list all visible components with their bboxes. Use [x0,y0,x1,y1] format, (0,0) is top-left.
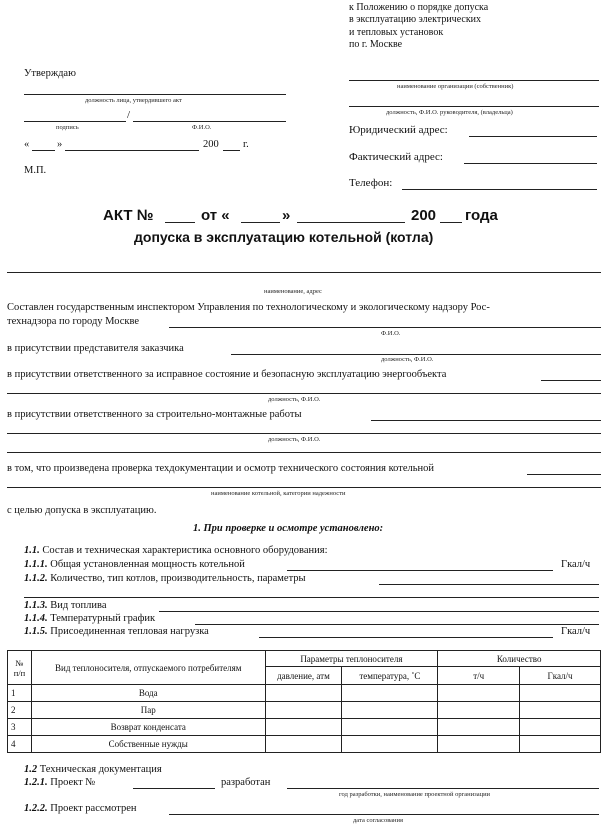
responsible-construction-label: в присутствии ответственного за строительно-монтажные работы [7,409,302,420]
cell-th[interactable] [438,685,520,702]
item-1-1-4-num: 1.1.4. [24,613,48,624]
responsible-energy-line[interactable] [541,380,601,381]
approve-slash: / [127,109,131,121]
inspector-line[interactable] [169,327,601,328]
header-note-line: в эксплуатацию электрических [349,14,482,25]
composed-text-1: Составлен государственным инспектором Управления по технологическому и экологическому надзору Рос- [7,302,490,313]
col-params-header: Параметры теплоносителя [265,651,438,667]
item-1-2-text: Техническая документация [39,764,162,775]
item-1-1-4-text: Температурный график [50,613,156,624]
responsible-energy-label: в присутствии ответственного за исправное состояние и безопасную эксплуатацию энергообъекта [7,369,447,380]
item-1-1-1-num: 1.1.1. [24,559,48,570]
inspector-caption: Ф.И.О. [381,330,401,337]
boiler-name-line[interactable] [7,487,601,488]
responsible-construction-line-2[interactable] [7,433,601,434]
capacity-unit: Гкал/ч [561,559,591,570]
row-no: 2 [8,702,32,719]
capacity-line[interactable] [287,570,553,571]
item-1-1-1 [24,559,245,570]
cell-pressure[interactable] [265,736,342,753]
approve-fio-caption: Ф.И.О. [192,124,212,131]
col-qty-header: Количество [438,651,601,667]
col-th-header: т/ч [438,667,520,685]
legal-address-label: Юридический адрес: [349,124,448,136]
act-subtitle: допуска в эксплуатацию котельной (котла) [134,229,434,245]
item-1-2-2 [24,803,137,814]
name-address-caption: наименование, адрес [264,288,322,295]
fuel-line[interactable] [159,611,599,612]
item-1-2-1-text: Проект № [50,777,96,788]
project-developer-line[interactable] [287,788,599,789]
item-1-1-5-num: 1.1.5. [24,626,48,637]
cell-pressure[interactable] [265,685,342,702]
header-note-line: к Положению о порядке допуска [349,2,489,13]
project-developer-caption: год разработки, наименование проектной организации [339,791,491,798]
cell-pressure[interactable] [265,719,342,736]
cell-th[interactable] [438,719,520,736]
item-1-1-5 [24,626,209,637]
project-developed-label: разработан [221,777,271,788]
actual-address-label: Фактический адрес: [349,151,443,163]
approve-month-line[interactable] [65,150,199,151]
item-1-1-1-text: Общая установленная мощность котельной [50,559,245,570]
table-row [8,702,601,719]
heat-load-line[interactable] [259,637,553,638]
act-month-line[interactable] [297,222,405,223]
row-no: 3 [8,719,32,736]
act-title-from: от « [201,207,230,224]
boilers-line[interactable] [379,584,599,585]
section1-heading: 1. При проверке и осмотре установлено: [193,523,384,534]
act-day-line[interactable] [241,222,280,223]
cell-gcal[interactable] [520,719,601,736]
approve-year: 200 [203,139,219,150]
item-1-1-4 [24,613,155,624]
org-head-caption: должность, Ф.И.О. руководителя, (владельца) [386,109,513,116]
coolant-table [7,650,601,753]
act-title-number: АКТ № [103,207,154,224]
act-title-close-quote: » [282,207,291,224]
approve-year-suffix: г. [243,139,249,150]
header-note-line: и тепловых установок [349,27,444,38]
cell-temp[interactable] [342,736,438,753]
item-1-1-text: Состав и техническая характеристика основного оборудования: [42,545,328,556]
item-1-1-2 [24,573,306,584]
cell-gcal[interactable] [520,702,601,719]
row-no: 1 [8,685,32,702]
org-head-line[interactable] [349,106,599,107]
approve-year-line[interactable] [223,150,240,151]
row-name: Пар [31,702,265,719]
project-reviewed-line[interactable] [169,814,599,815]
name-address-line[interactable] [7,272,601,273]
table-row [8,736,601,753]
approve-position-caption: должность лица, утвердившего акт [85,97,182,104]
act-title-year: 200 [411,207,437,224]
cell-th[interactable] [438,736,520,753]
cell-temp[interactable] [342,719,438,736]
act-number-line[interactable] [165,222,195,223]
phone-line[interactable] [402,189,597,190]
approve-date-open: « [24,139,30,150]
item-1-2-num: 1.2 [24,764,38,775]
blank-line[interactable] [7,452,601,453]
cell-temp[interactable] [342,702,438,719]
col-temp-header: температура, ˚С [342,667,438,685]
item-1-1-2-text: Количество, тип котлов, производительность, параметры [50,573,306,584]
row-no: 4 [8,736,32,753]
header-note-line: по г. Москве [349,39,403,50]
composed-text-2: технадзора по городу Москве [7,316,140,327]
col-gcal-header: Гкал/ч [520,667,601,685]
customer-rep-line[interactable] [231,354,601,355]
org-name-line[interactable] [349,80,599,81]
act-year-line[interactable] [440,222,462,223]
boilers-line-2[interactable] [24,597,599,598]
approve-stamp: М.П. [24,165,47,176]
row-name: Вода [31,685,265,702]
cell-th[interactable] [438,702,520,719]
item-1-1-5-text: Присоединенная тепловая нагрузка [50,626,209,637]
item-1-2-1-num: 1.2.1. [24,777,48,788]
cell-temp[interactable] [342,685,438,702]
org-name-caption: наименование организации (собственник) [397,83,514,90]
approve-day-line[interactable] [32,150,55,151]
customer-rep-label: в присутствии представителя заказчика [7,343,184,354]
col-pressure-header: давление, атм [265,667,342,685]
item-1-1-num: 1.1. [24,545,40,556]
responsible-energy-caption: должность, Ф.И.О. [268,396,321,403]
legal-address-line[interactable] [469,136,597,137]
item-1-2-2-num: 1.2.2. [24,803,48,814]
responsible-construction-line[interactable] [371,420,601,421]
responsible-construction-caption: должность, Ф.И.О. [268,436,321,443]
item-1-2 [24,764,162,775]
row-name: Возврат конденсата [31,719,265,736]
item-1-2-2-text: Проект рассмотрен [50,803,137,814]
actual-address-line[interactable] [464,163,597,164]
approve-signature-line[interactable] [24,121,126,122]
purpose-text: с целью допуска в эксплуатацию. [7,505,157,516]
item-1-2-1 [24,777,95,788]
item-1-1-3-text: Вид топлива [50,600,107,611]
row-name: Собственные нужды [31,736,265,753]
phone-label: Телефон: [349,177,393,189]
item-1-1 [24,545,328,556]
boiler-name-caption: наименование котельной, категории надежности [211,490,346,497]
col-type-header: Вид теплоносителя, отпускаемого потребителям [31,651,265,685]
inspection-line[interactable] [527,474,601,475]
table-row [8,719,601,736]
project-reviewed-caption: дата согласования [353,817,404,824]
cell-gcal[interactable] [520,736,601,753]
table-row [8,685,601,702]
responsible-energy-line-2[interactable] [7,393,601,394]
cell-pressure[interactable] [265,702,342,719]
approve-position-line[interactable] [24,94,286,95]
item-1-1-3 [24,600,107,611]
col-no-header: № п/п [8,651,32,685]
customer-rep-caption: должность, Ф.И.О. [381,356,434,363]
act-title-year-word: года [465,207,498,224]
approve-fio-line[interactable] [133,121,286,122]
project-number-line[interactable] [133,788,215,789]
approve-title: Утверждаю [24,68,76,79]
heat-load-unit: Гкал/ч [561,626,591,637]
cell-gcal[interactable] [520,685,601,702]
inspection-label: в том, что произведена проверка техдокументации и осмотр технического состояния котельной [7,463,435,474]
item-1-1-2-num: 1.1.2. [24,573,48,584]
temp-schedule-line[interactable] [195,624,599,625]
approve-date-close: » [57,139,63,150]
approve-signature-caption: подпись [56,124,79,131]
item-1-1-3-num: 1.1.3. [24,600,48,611]
